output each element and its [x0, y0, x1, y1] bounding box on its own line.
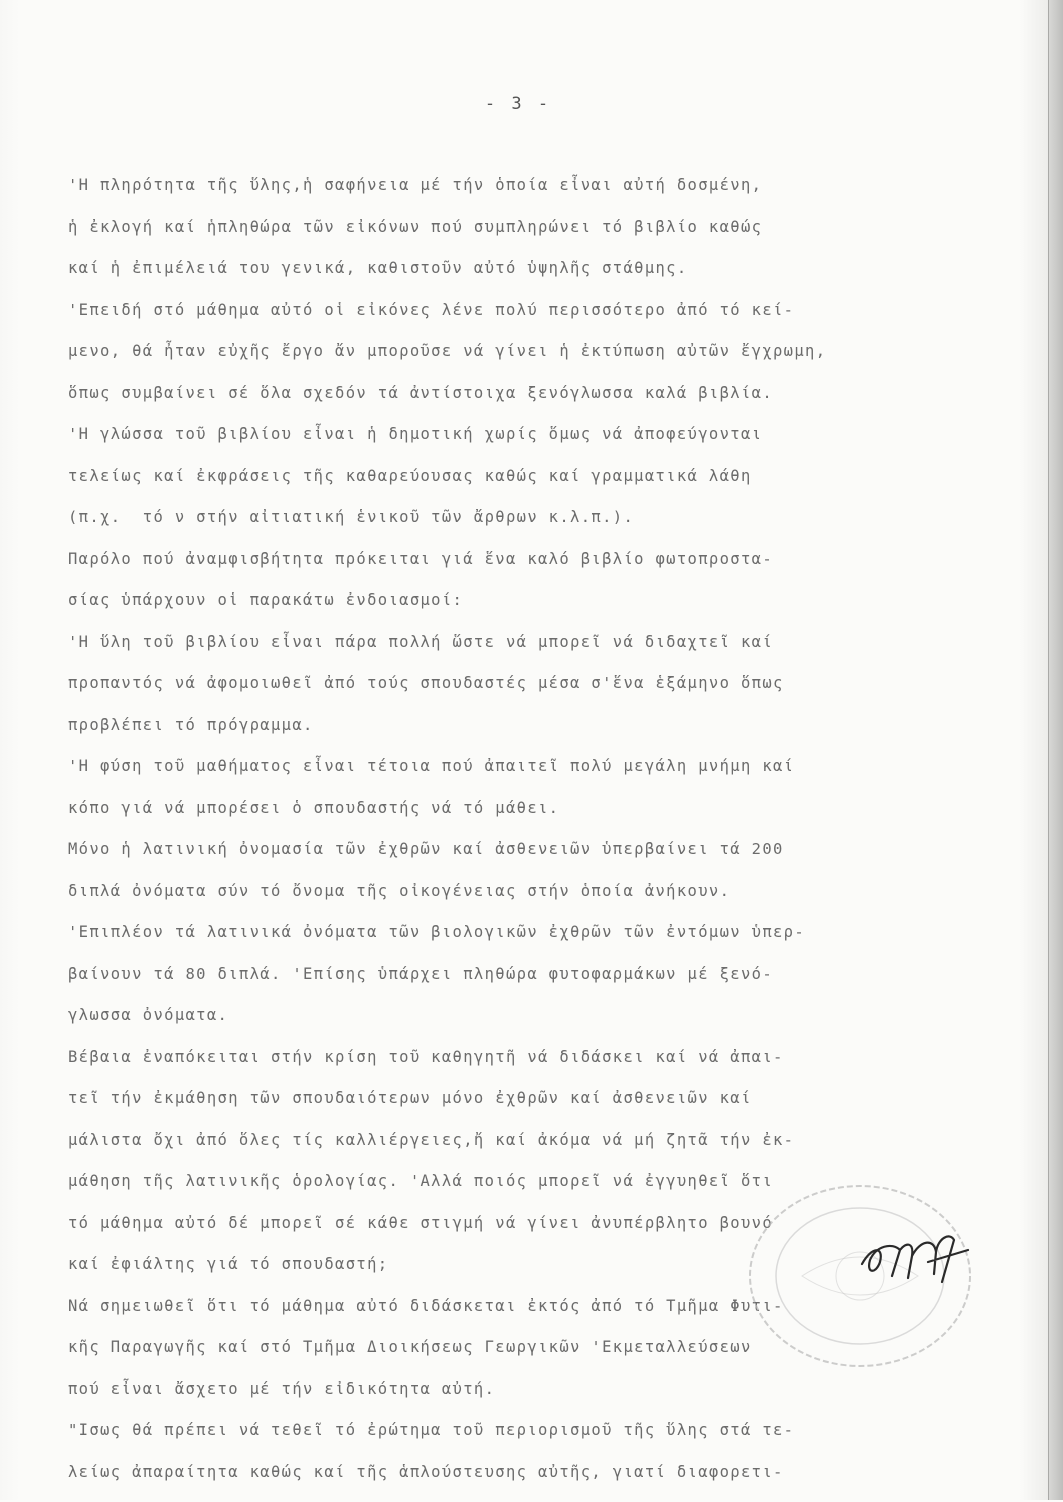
- text-line: τό μάθημα αὐτό δέ μπορεῖ σέ κάθε στιγμή νά γίνει ἀνυπέρβλητο βουνό: [68, 1212, 1018, 1254]
- text-line: κόπο γιά νά μπορέσει ὁ σπουδαστής νά τό μάθει.: [68, 797, 1018, 839]
- text-line: μενο, θά ἦταν εὐχῆς ἔργο ἄν μποροῦσε νά γίνει ἡ ἐκτύπωση αὐτῶν ἔγχρωμη,: [68, 340, 1018, 382]
- text-line: σίας ὑπάρχουν οἱ παρακάτω ἐνδοιασμοί:: [68, 589, 1018, 631]
- text-line: "Ισως θά πρέπει νά τεθεῖ τό ἐρώτημα τοῦ περιορισμοῦ τῆς ὕλης στά τε-: [68, 1419, 1018, 1461]
- binding-edge: [1048, 0, 1063, 1500]
- text-line: 'Η ὕλη τοῦ βιβλίου εἶναι πάρα πολλή ὥστε νά μπορεῖ νά διδαχτεῖ καί: [68, 631, 1018, 673]
- text-line: Νά σημειωθεῖ ὅτι τό μάθημα αὐτό διδάσκεται ἐκτός ἀπό τό Τμῆμα Φυτι-: [68, 1295, 1018, 1337]
- page-number: - 3 -: [478, 94, 558, 114]
- text-line: προβλέπει τό πρόγραμμα.: [68, 714, 1018, 756]
- text-line: γλωσσα ὀνόματα.: [68, 1004, 1018, 1046]
- text-line: προπαντός νά ἀφομοιωθεῖ ἀπό τούς σπουδαστές μέσα σ'ἕνα ἑξάμηνο ὅπως: [68, 672, 1018, 714]
- text-line: 'Η γλώσσα τοῦ βιβλίου εἶναι ἡ δημοτική χωρίς ὅμως νά ἀποφεύγονται: [68, 423, 1018, 465]
- text-line: ἡ ἐκλογή καί ἡπληθώρα τῶν εἰκόνων πού συμπληρώνει τό βιβλίο καθώς: [68, 216, 1018, 258]
- text-line: καί ἐφιάλτης γιά τό σπουδαστή;: [68, 1253, 1018, 1295]
- text-line: τελείως καί ἐκφράσεις τῆς καθαρεύουσας καθώς καί γραμματικά λάθη: [68, 465, 1018, 507]
- text-line: 'Επιπλέον τά λατινικά ὀνόματα τῶν βιολογικῶν ἐχθρῶν τῶν ἐντόμων ὑπερ-: [68, 921, 1018, 963]
- text-line: πού εἶναι ἄσχετο μέ τήν εἰδικότητα αὐτή.: [68, 1378, 1018, 1420]
- text-line: μάθηση τῆς λατινικῆς ὁρολογίας. 'Αλλά ποιός μπορεῖ νά ἐγγυηθεῖ ὅτι: [68, 1170, 1018, 1212]
- text-line: 'Επειδή στό μάθημα αὐτό οἱ εἰκόνες λένε πολύ περισσότερο ἀπό τό κεί-: [68, 299, 1018, 341]
- text-line: μάλιστα ὄχι ἀπό ὅλες τίς καλλιέργειες,ἤ καί ἀκόμα νά μή ζητᾶ τήν ἐκ-: [68, 1129, 1018, 1171]
- text-line: Μόνο ἡ λατινική ὀνομασία τῶν ἐχθρῶν καί ἀσθενειῶν ὑπερβαίνει τά 200: [68, 838, 1018, 880]
- text-line: Παρόλο πού ἀναμφισβήτητα πρόκειται γιά ἕνα καλό βιβλίο φωτοπροστα-: [68, 548, 1018, 590]
- text-line: λείως ἀπαραίτητα καθώς καί τῆς ἁπλούστευσης αὐτῆς, γιατί διαφορετι-: [68, 1461, 1018, 1502]
- text-line: 'Η πληρότητα τῆς ὕλης,ἡ σαφήνεια μέ τήν ὁποία εἶναι αὐτή δοσμένη,: [68, 174, 1018, 216]
- text-line: κῆς Παραγωγῆς καί στό Τμῆμα Διοικήσεως Γεωργικῶν 'Εκμεταλλεύσεων: [68, 1336, 1018, 1378]
- handwritten-signature: [842, 1216, 982, 1296]
- text-line: διπλά ὀνόματα σύν τό ὄνομα τῆς οἰκογένειας στήν ὁποία ἀνήκουν.: [68, 880, 1018, 922]
- text-line: τεῖ τήν ἐκμάθηση τῶν σπουδαιότερων μόνο ἐχθρῶν καί ἀσθενειῶν καί: [68, 1087, 1018, 1129]
- text-line: ὅπως συμβαίνει σέ ὅλα σχεδόν τά ἀντίστοιχα ξενόγλωσσα καλά βιβλία.: [68, 382, 1018, 424]
- text-line: καί ἡ ἐπιμέλειά του γενικά, καθιστοῦν αὐτό ὑψηλῆς στάθμης.: [68, 257, 1018, 299]
- text-line: βαίνουν τά 80 διπλά. 'Επίσης ὑπάρχει πληθώρα φυτοφαρμάκων μέ ξενό-: [68, 963, 1018, 1005]
- text-line: (π.χ. τό ν στήν αἰτιατική ἑνικοῦ τῶν ἄρθρων κ.λ.π.).: [68, 506, 1018, 548]
- text-line: Βέβαια ἐναπόκειται στήν κρίση τοῦ καθηγητῆ νά διδάσκει καί νά ἀπαι-: [68, 1046, 1018, 1088]
- text-line: 'Η φύση τοῦ μαθήματος εἶναι τέτοια πού ἀπαιτεῖ πολύ μεγάλη μνήμη καί: [68, 755, 1018, 797]
